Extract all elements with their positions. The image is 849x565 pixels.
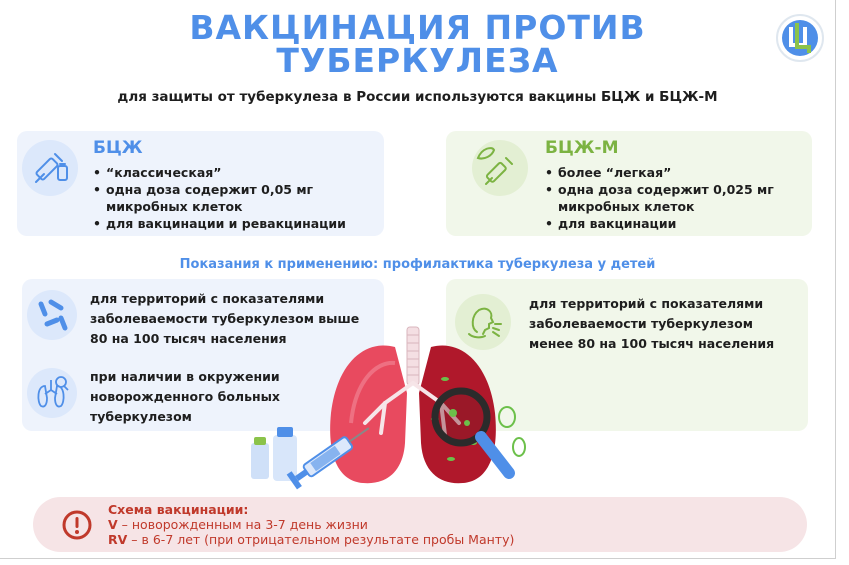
schedule-v-code: V xyxy=(108,517,118,532)
bacteria-icon xyxy=(27,290,77,340)
contact-text: при наличии в окружении новорожденного больных туберкулезом xyxy=(90,369,280,424)
schedule-rv-text: – в 6-7 лет (при отрицательном результате пробы Манту) xyxy=(127,532,515,547)
list-item: • для вакцинации xyxy=(545,215,800,232)
list-item: • одна доза содержит 0,025 мг микробных клеток xyxy=(545,181,788,215)
logo-icon xyxy=(775,13,825,63)
bcgm-list xyxy=(545,164,800,232)
indications-title: Показания к применению: профилактика туберкулеза у детей xyxy=(179,257,656,272)
list-item: • одна доза содержит 0,05 мг микробных клеток xyxy=(93,181,321,215)
bcgm-title: БЦЖ-М xyxy=(545,138,619,158)
bcg-title: БЦЖ xyxy=(93,138,143,158)
lungs-magnifier-icon xyxy=(27,368,77,418)
lungs-illustration xyxy=(245,323,535,498)
low-incidence-text: для территорий с показателями заболеваемости туберкулезом менее 80 на 100 тысяч населения xyxy=(529,296,775,351)
page-subtitle: для защиты от туберкулеза в России используются вакцины БЦЖ и БЦЖ-М xyxy=(117,89,718,105)
schedule-v-line xyxy=(108,517,368,532)
schedule-rv-code: RV xyxy=(108,532,128,547)
alert-icon xyxy=(61,509,93,541)
list-item: • более “легкая” xyxy=(545,164,800,181)
schedule-v-text: – новорожденным на 3-7 день жизни xyxy=(117,517,368,532)
list-item: • для вакцинации и ревакцинации xyxy=(93,215,378,232)
syringe-leaf-icon xyxy=(472,140,528,196)
page-title-line1: ВАКЦИНАЦИЯ ПРОТИВ xyxy=(189,8,646,47)
schedule-rv-line xyxy=(108,532,514,547)
list-item: • “классическая” xyxy=(93,164,378,181)
syringe-vial-icon xyxy=(22,140,78,196)
bcg-list xyxy=(93,164,378,232)
high-incidence-text: для территорий с показателями заболеваемости туберкулезом выше 80 на 100 тысяч населения xyxy=(90,291,360,346)
page-title-line2: ТУБЕРКУЛЕЗА xyxy=(276,41,559,80)
schedule-title: Схема вакцинации: xyxy=(108,502,249,517)
